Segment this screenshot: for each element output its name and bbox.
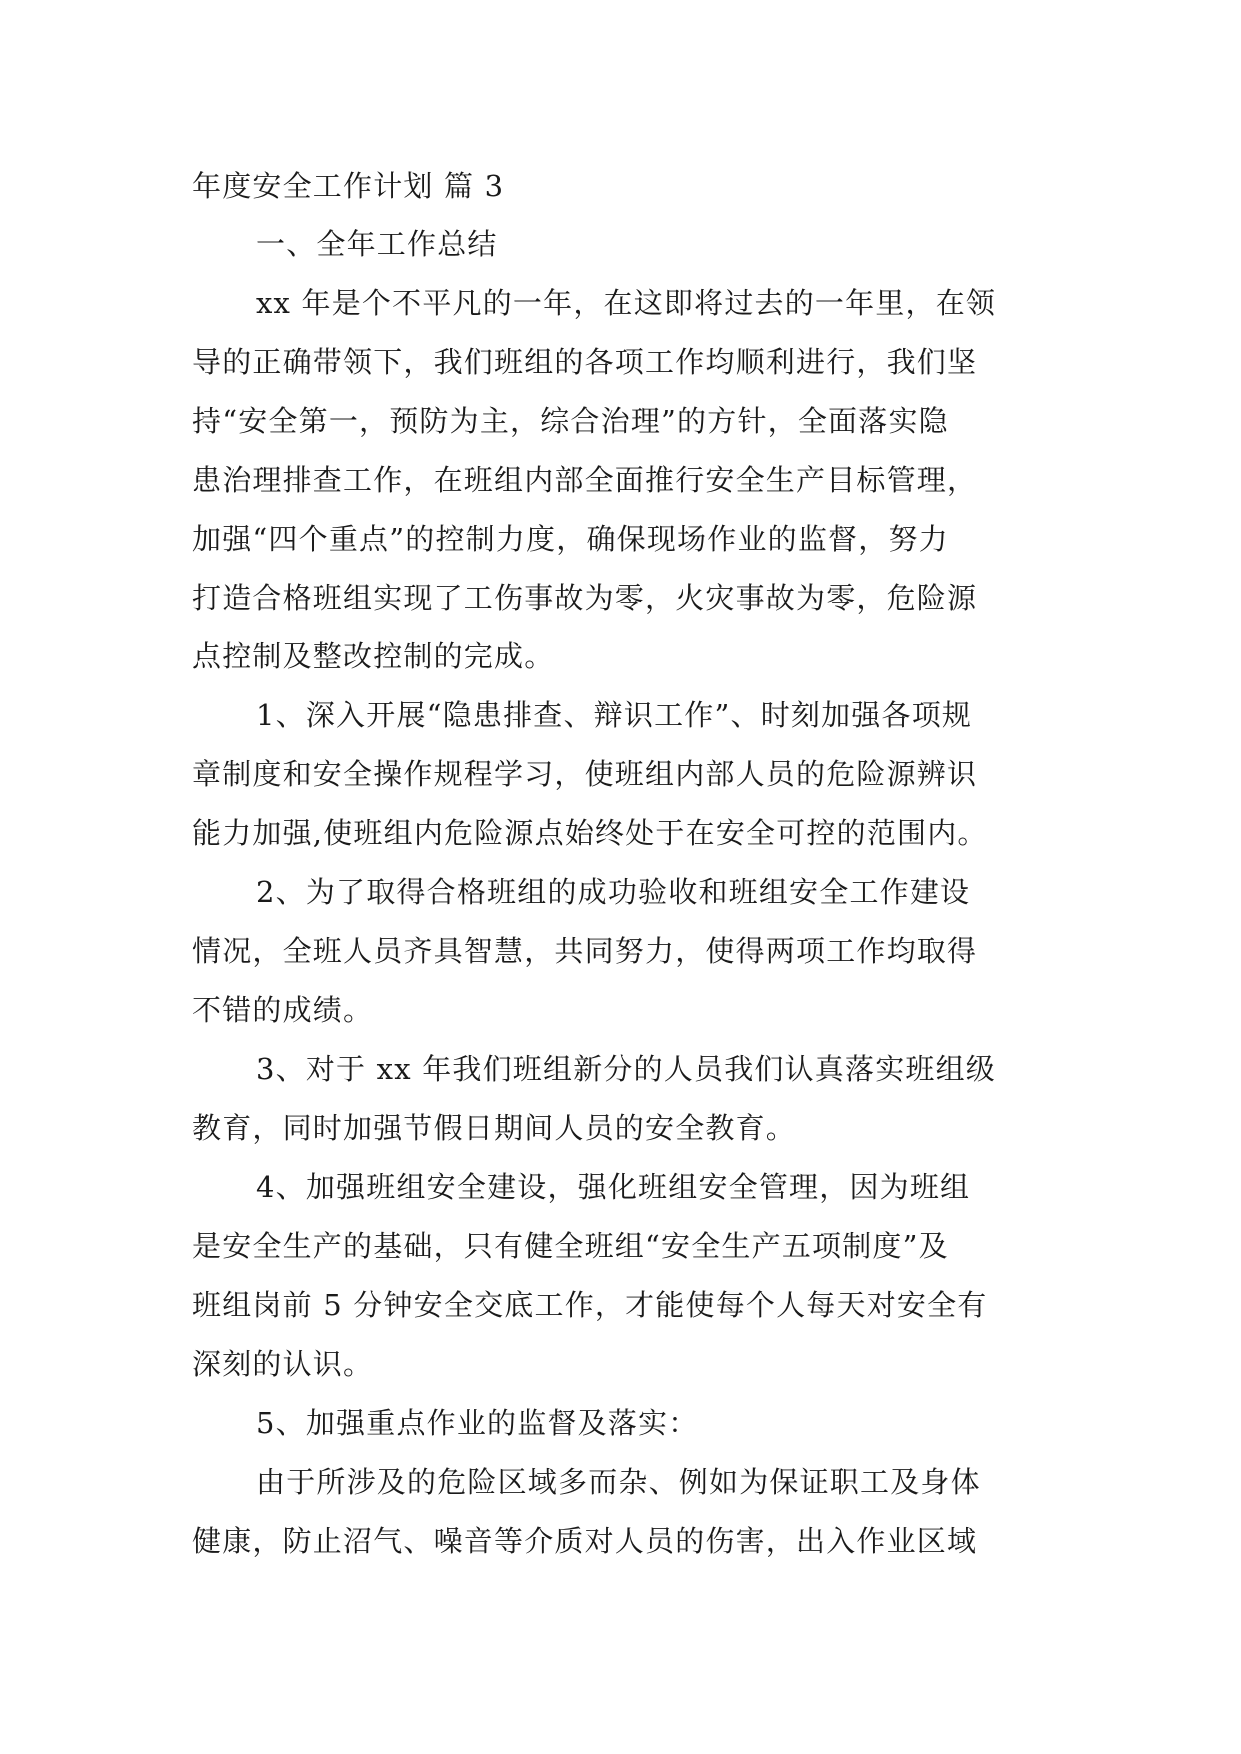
paragraph-line: 情况，全班人员齐具智慧，共同努力，使得两项工作均取得 — [192, 934, 978, 968]
section-heading: 一、全年工作总结 — [256, 227, 498, 261]
paragraph-line: 班组岗前 5 分钟安全交底工作，才能使每个人每天对安全有 — [192, 1288, 988, 1322]
paragraph-line: 深刻的认识。 — [192, 1347, 374, 1381]
paragraph-line: 健康，防止沼气、噪音等介质对人员的伤害，出入作业区域 — [192, 1524, 978, 1558]
paragraph-line: 1、深入开展“隐患排查、辩识工作”、时刻加强各项规 — [256, 698, 973, 732]
document-title: 年度安全工作计划 篇 3 — [192, 169, 505, 203]
paragraph-line: 4、加强班组安全建设，强化班组安全管理，因为班组 — [256, 1170, 971, 1204]
paragraph-line: 章制度和安全操作规程学习，使班组内部人员的危险源辨识 — [192, 757, 978, 791]
paragraph-line: 打造合格班组实现了工伤事故为零，火灾事故为零，危险源 — [192, 581, 978, 615]
paragraph-line: 导的正确带领下，我们班组的各项工作均顺利进行，我们坚 — [192, 345, 978, 379]
paragraph-line: 加强“四个重点”的控制力度，确保现场作业的监督，努力 — [192, 522, 949, 556]
paragraph-line: 不错的成绩。 — [192, 993, 374, 1027]
paragraph-line: 点控制及整改控制的完成。 — [192, 639, 555, 673]
paragraph-line: 由于所涉及的危险区域多而杂、例如为保证职工及身体 — [256, 1465, 981, 1499]
paragraph-line: 3、对于 xx 年我们班组新分的人员我们认真落实班组级 — [256, 1052, 996, 1086]
paragraph-line: xx 年是个不平凡的一年，在这即将过去的一年里，在领 — [256, 286, 997, 320]
paragraph-line: 持“安全第一，预防为主，综合治理”的方针，全面落实隐 — [192, 404, 949, 438]
paragraph-line: 5、加强重点作业的监督及落实： — [256, 1406, 699, 1440]
paragraph-line: 患治理排查工作，在班组内部全面推行安全生产目标管理， — [192, 463, 978, 497]
paragraph-line: 2、为了取得合格班组的成功验收和班组安全工作建设 — [256, 875, 971, 909]
paragraph-line: 是安全生产的基础，只有健全班组“安全生产五项制度”及 — [192, 1229, 949, 1263]
paragraph-line: 教育，同时加强节假日期间人员的安全教育。 — [192, 1111, 797, 1145]
paragraph-line: 能力加强,使班组内危险源点始终处于在安全可控的范围内。 — [192, 816, 988, 850]
